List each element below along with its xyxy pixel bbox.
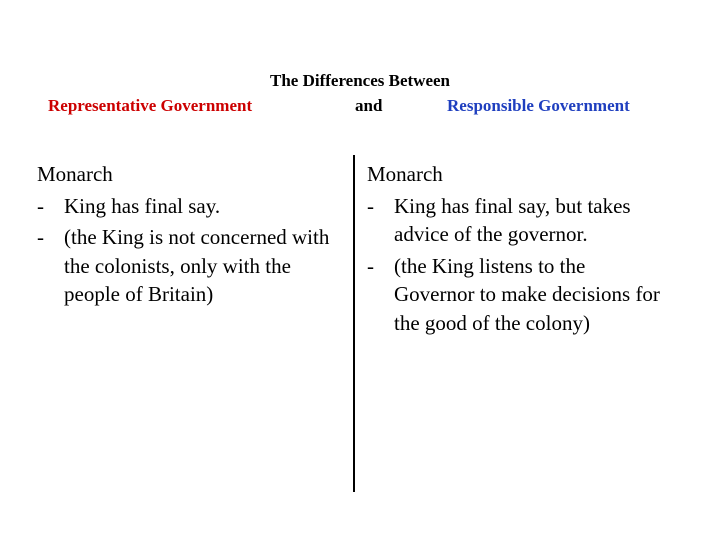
page-title: The Differences Between <box>269 71 451 90</box>
bullet-dash: - <box>37 193 44 218</box>
column-divider <box>353 155 355 492</box>
bullet-text: (the King listens to the Governor to make decisions for the good of the colony) <box>394 253 660 335</box>
list-item <box>37 223 342 309</box>
conjunction-label: and <box>355 96 383 115</box>
left-heading: Monarch <box>37 162 113 186</box>
representative-column <box>37 160 342 312</box>
bullet-text: King has final say. <box>64 193 221 218</box>
responsible-column <box>367 160 667 340</box>
bullet-dash: - <box>37 225 44 249</box>
list-item <box>37 192 342 221</box>
list-item <box>367 252 667 338</box>
right-heading: Monarch <box>367 162 443 186</box>
representative-government-label: Representative Government <box>48 96 253 115</box>
list-item <box>367 192 667 249</box>
bullet-text: (the King is not concerned with the colonists, only with the people of Britain) <box>64 225 330 306</box>
bullet-dash: - <box>367 193 374 218</box>
responsible-government-label: Responsible Government <box>447 96 630 115</box>
bullet-dash: - <box>367 253 374 278</box>
bullet-text: King has final say, but takes advice of the governor. <box>394 193 631 246</box>
